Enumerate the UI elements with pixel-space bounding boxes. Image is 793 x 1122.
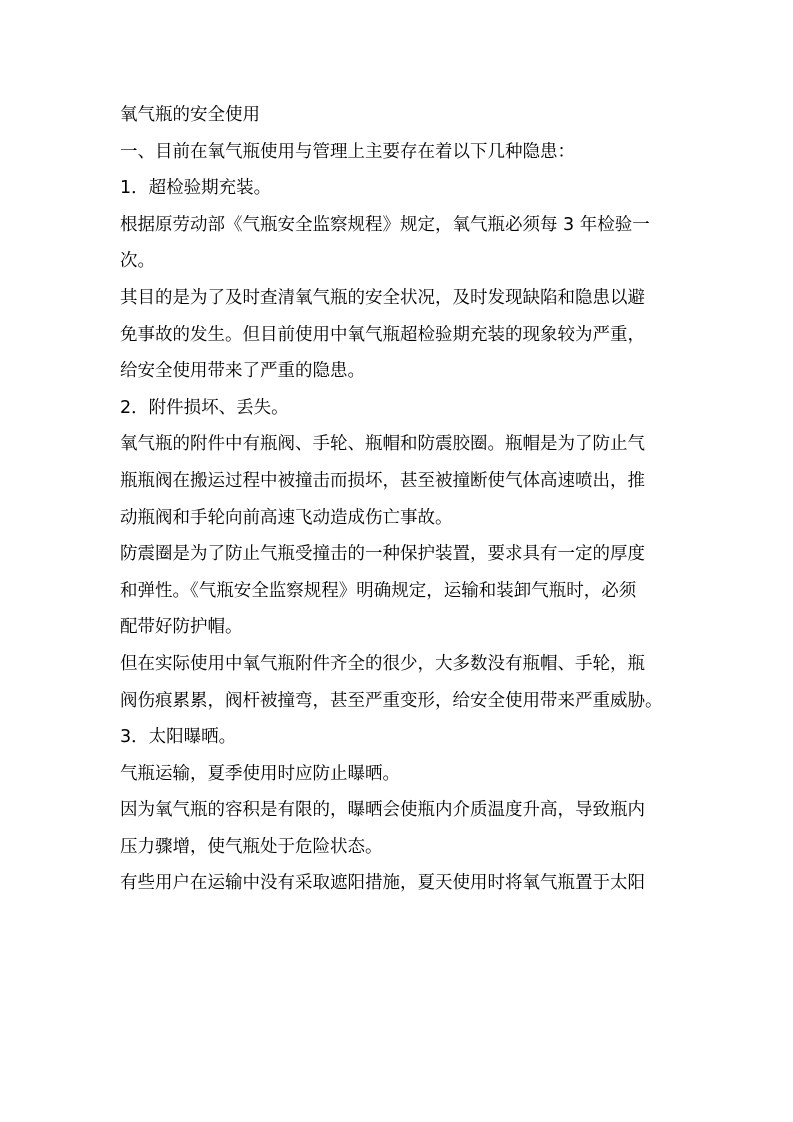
- document-title: 氧气瓶的安全使用: [120, 105, 260, 125]
- item-heading: 1．超检验期充装。: [120, 178, 272, 199]
- body-text-line: 氧气瓶的附件中有瓶阀、手轮、瓶帽和防震胶圈。瓶帽是为了防止气: [120, 434, 645, 455]
- body-text-line: 压力骤增，使气瓶处于危险状态。: [120, 836, 383, 857]
- body-text-line: 瓶瓶阀在搬运过程中被撞击而损坏，甚至被撞断使气体高速喷出，推: [120, 470, 645, 491]
- body-text-line: 有些用户在运输中没有采取遮阳措施，夏天使用时将氧气瓶置于太阳: [120, 873, 645, 894]
- item-heading: 3．太阳曝晒。: [120, 727, 237, 748]
- body-text-line: 免事故的发生。但目前使用中氧气瓶超检验期充装的现象较为严重，: [120, 324, 645, 345]
- body-text-line: 和弹性。《气瓶安全监察规程》明确规定，运输和装卸气瓶时，必须: [120, 580, 637, 601]
- body-text-line: 根据原劳动部《气瓶安全监察规程》规定，氧气瓶必须每 3 年检验一: [120, 214, 650, 235]
- body-text-line: 给安全使用带来了严重的隐患。: [120, 361, 365, 382]
- body-text-line: 其目的是为了及时查清氧气瓶的安全状况，及时发现缺陷和隐患以避: [120, 287, 645, 308]
- body-text-line: 次。: [120, 251, 155, 272]
- body-text-line: 阀伤痕累累，阀杆被撞弯，甚至严重变形，给安全使用带来严重威胁。: [120, 690, 663, 711]
- document-body: [120, 100, 676, 899]
- body-text-line: 但在实际使用中氧气瓶附件齐全的很少，大多数没有瓶帽、手轮，瓶: [120, 653, 645, 674]
- item-heading: 2．附件损坏、丢失。: [120, 397, 289, 418]
- body-text-line: 因为氧气瓶的容积是有限的，曝晒会使瓶内介质温度升高，导致瓶内: [120, 800, 645, 821]
- body-text-line: 配带好防护帽。: [120, 617, 243, 638]
- section-heading: 一、目前在氧气瓶使用与管理上主要存在着以下几种隐患：: [120, 141, 575, 162]
- body-text-line: 动瓶阀和手轮向前高速飞动造成伤亡事故。: [120, 507, 453, 528]
- body-text-line: 防震圈是为了防止气瓶受撞击的一种保护装置，要求具有一定的厚度: [120, 544, 645, 565]
- body-text-line: 气瓶运输，夏季使用时应防止曝晒。: [120, 763, 400, 784]
